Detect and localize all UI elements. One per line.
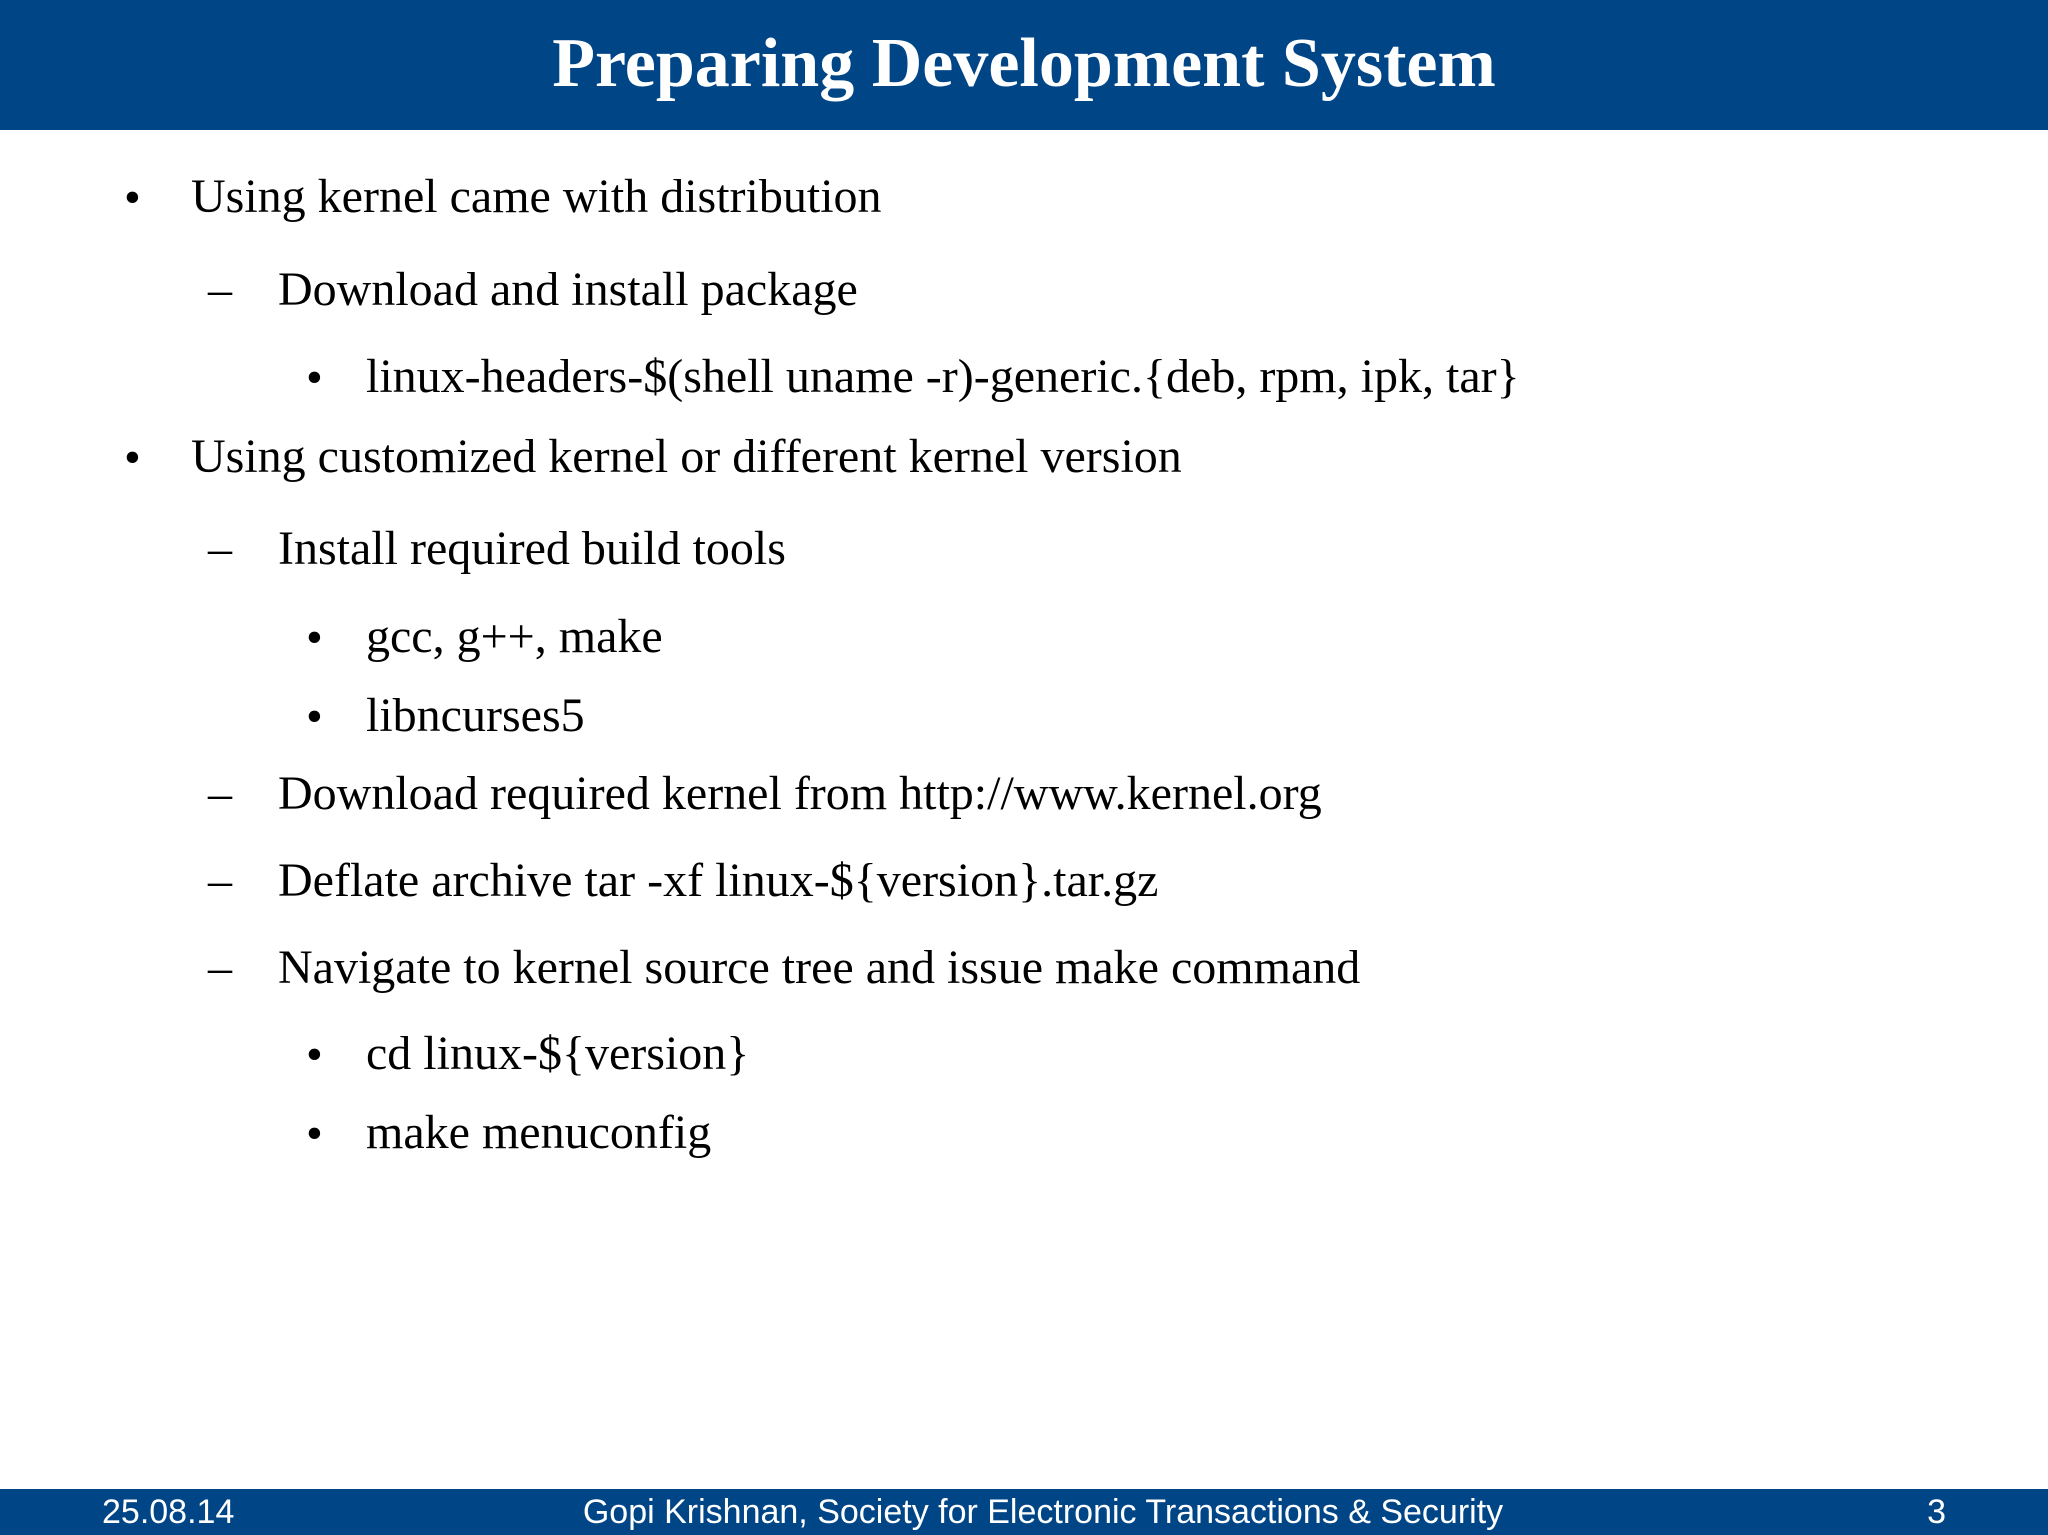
bullet-marker: • [306,351,323,404]
bullet-marker: • [306,611,323,664]
dash-marker: – [208,854,232,907]
dash-marker: – [208,522,232,575]
list-item-level-2: Download and install package [278,263,858,316]
list-item-level-1: Using customized kernel or different kernel version [191,430,1182,483]
footer-bar [0,1489,2048,1535]
list-item-level-3: make menuconfig [366,1106,712,1159]
slide-title: Preparing Development System [552,25,1496,102]
bullet-marker: • [124,171,141,224]
list-item-level-2: Deflate archive tar -xf linux-${version}.tar.gz [278,854,1159,907]
bullet-marker: • [124,431,141,484]
list-item-level-2: Download required kernel from http://www.kernel.org [278,767,1322,820]
footer-date: 25.08.14 [102,1493,235,1531]
dash-marker: – [208,941,232,994]
list-item-level-3: gcc, g++, make [366,610,663,663]
list-item-level-1: Using kernel came with distribution [191,170,882,223]
list-item-level-3: cd linux-${version} [366,1027,750,1080]
list-item-level-2: Install required build tools [278,522,786,575]
page-number: 3 [1927,1493,1946,1531]
list-item-level-3: linux-headers-$(shell uname -r)-generic.{deb, rpm, ipk, tar} [366,350,1520,403]
dash-marker: – [208,767,232,820]
footer-author: Gopi Krishnan, Society for Electronic Transactions & Security [582,1493,1504,1531]
dash-marker: – [208,263,232,316]
bullet-marker: • [306,1028,323,1081]
list-item-level-2: Navigate to kernel source tree and issue make command [278,941,1361,994]
list-item-level-3: libncurses5 [366,689,585,742]
bullet-marker: • [306,690,323,743]
bullet-marker: • [306,1107,323,1160]
